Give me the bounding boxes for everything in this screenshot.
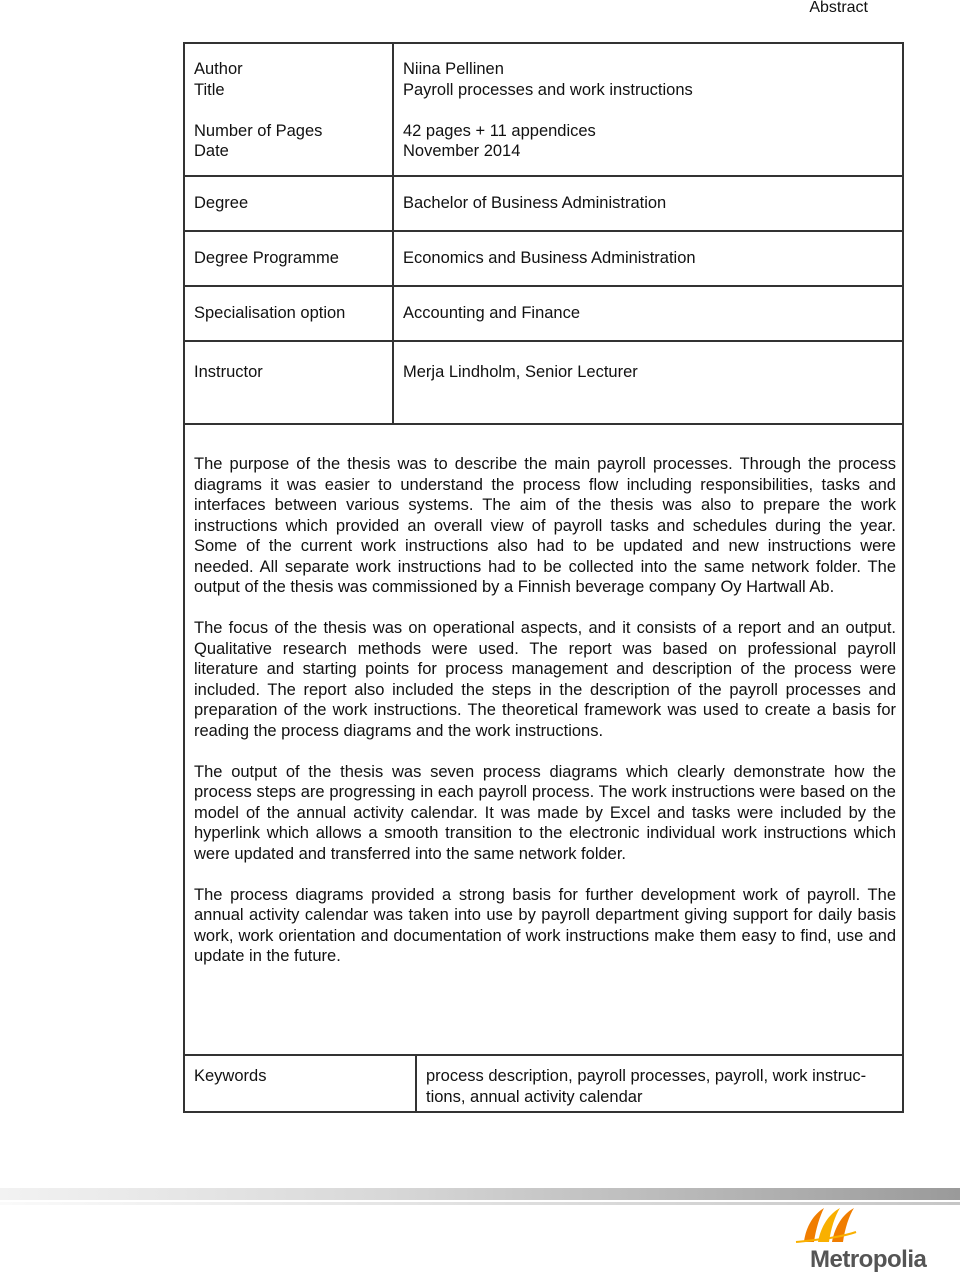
- abstract-form: [183, 42, 904, 1113]
- abstract-paragraph-1: The purpose of the thesis was to describe the main payroll processes. Through the process diagrams it was easier to understand the process flow including responsibilities, tasks and interfaces between various systems. The aim of the thesis was also to prepare the work instructions which provided an overall view of payroll tasks and schedules during the year. Some of the current work instructions also had to be updated and new instructions were needed. All separate work instructions had to be collected into the same network folder. The output of the thesis was commissioned by a Finnish beverage company Oy Hartwall Ab.: [194, 455, 896, 596]
- date-label: Date: [194, 142, 229, 160]
- degree-label: Degree: [194, 194, 249, 212]
- title-label: Title: [194, 81, 225, 99]
- programme-value: Economics and Business Administration: [403, 249, 696, 267]
- pages-label: Number of Pages: [194, 122, 323, 140]
- abstract-paragraph-3: The output of the thesis was seven process diagrams which clearly demonstrate how the process steps are progressing in each payroll process. The work instructions were based on the model of the annual activity calendar. It was made by Excel and tasks were included by the hyperlink which allows a smooth transition to the electronic individual work instructions which were updated and transferred into the same network folder.: [194, 762, 896, 863]
- instructor-value: Merja Lindholm, Senior Lecturer: [403, 363, 638, 381]
- specialisation-label: Specialisation option: [194, 304, 346, 322]
- pages-value: 42 pages + 11 appendices: [403, 122, 596, 140]
- abstract-body: [194, 454, 896, 987]
- info-table: [185, 44, 902, 425]
- info-row-degree: [185, 177, 902, 232]
- title-value: Payroll processes and work instructions: [403, 81, 693, 99]
- specialisation-value: Accounting and Finance: [403, 304, 581, 322]
- metropolia-logo-text: Metropolia: [810, 1246, 927, 1273]
- abstract-paragraph-2: The focus of the thesis was on operational aspects, and it consists of a report and an output. Qualitative research methods were used. The report was based on professional payroll literature and starting points for process management and description of the process were included. The report also included the steps in the description of the payroll processes and preparation of the work instructions. The theoretical framework was used to create a basis for reading the process diagrams and the work instructions.: [194, 619, 896, 740]
- page-header-abstract: Abstract: [809, 0, 868, 16]
- info-row-programme: [185, 232, 902, 287]
- author-label: Author: [194, 60, 243, 78]
- info-row-specialisation: [185, 287, 902, 342]
- keywords-label: Keywords: [194, 1067, 267, 1085]
- info-row-instructor: [185, 342, 902, 425]
- keywords-row: [185, 1054, 902, 1111]
- author-value: Niina Pellinen: [403, 60, 504, 78]
- instructor-label: Instructor: [194, 363, 263, 381]
- keywords-value: process description, payroll processes, payroll, work instruc-tions, annual activity calendar: [426, 1067, 867, 1106]
- keywords-divider: [415, 1056, 417, 1113]
- degree-value: Bachelor of Business Administration: [403, 194, 667, 212]
- date-value: November 2014: [403, 142, 521, 160]
- info-row-author-date: [185, 44, 902, 177]
- programme-label: Degree Programme: [194, 249, 339, 267]
- abstract-paragraph-4: The process diagrams provided a strong basis for further development work of payroll. The annual activity calendar was taken into use by payroll department giving support for daily basis work, work orientation and documentation of work instructions make them easy to find, use and update in the future.: [194, 885, 896, 965]
